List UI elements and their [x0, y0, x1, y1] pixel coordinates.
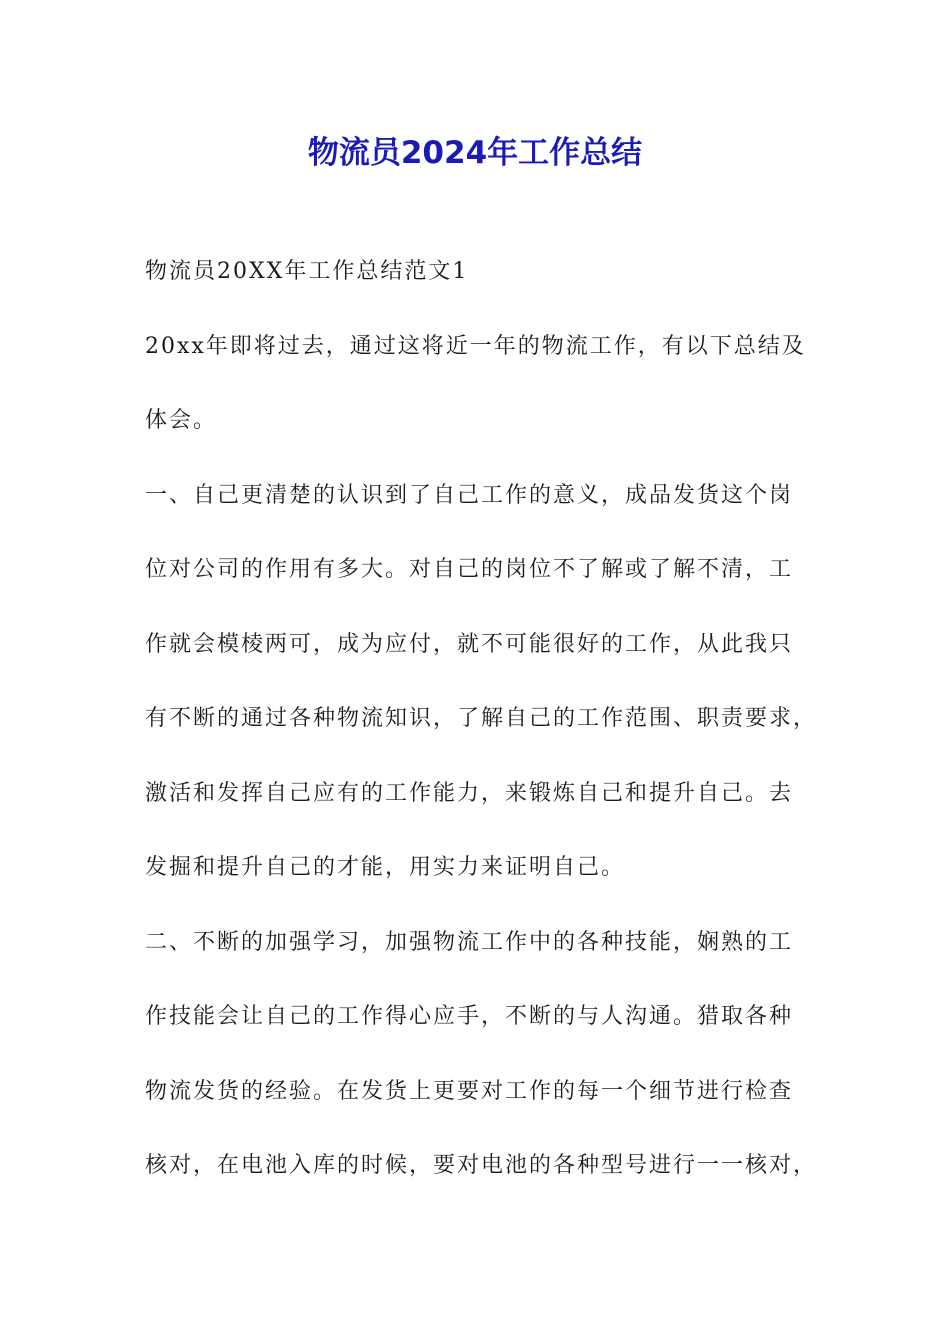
body-line: 二、不断的加强学习，加强物流工作中的各种技能，娴熟的工 [145, 929, 794, 955]
body-line: 发掘和提升自己的才能，用实力来证明自己。 [145, 855, 626, 880]
body-line: 激活和发挥自己应有的工作能力，来锻炼自己和提升自己。去 [145, 780, 794, 806]
body-line: 核对，在电池入库的时候，要对电池的各种型号进行一一核对， [145, 1153, 818, 1178]
body-line: 位对公司的作用有多大。对自己的岗位不了解或了解不清，工 [145, 557, 794, 582]
body-line: 物流员20XX年工作总结范文1 [145, 259, 469, 284]
body-line: 作技能会让自己的工作得心应手，不断的与人沟通。猎取各种 [145, 1004, 794, 1029]
body-line: 有不断的通过各种物流知识，了解自己的工作范围、职责要求， [145, 706, 818, 731]
document-body [145, 235, 825, 1204]
body-line: 体会。 [145, 408, 218, 433]
body-line: 物流发货的经验。在发货上更要对工作的每一个细节进行检查 [145, 1078, 794, 1104]
body-line: 20xx年即将过去，通过这将近一年的物流工作，有以下总结及 [145, 333, 806, 359]
body-line: 作就会模棱两可，成为应付，就不可能很好的工作，从此我只 [145, 631, 794, 657]
body-line: 一、自己更清楚的认识到了自己工作的意义，成品发货这个岗 [145, 482, 794, 508]
document-title: 物流员2024年工作总结 [307, 135, 643, 171]
